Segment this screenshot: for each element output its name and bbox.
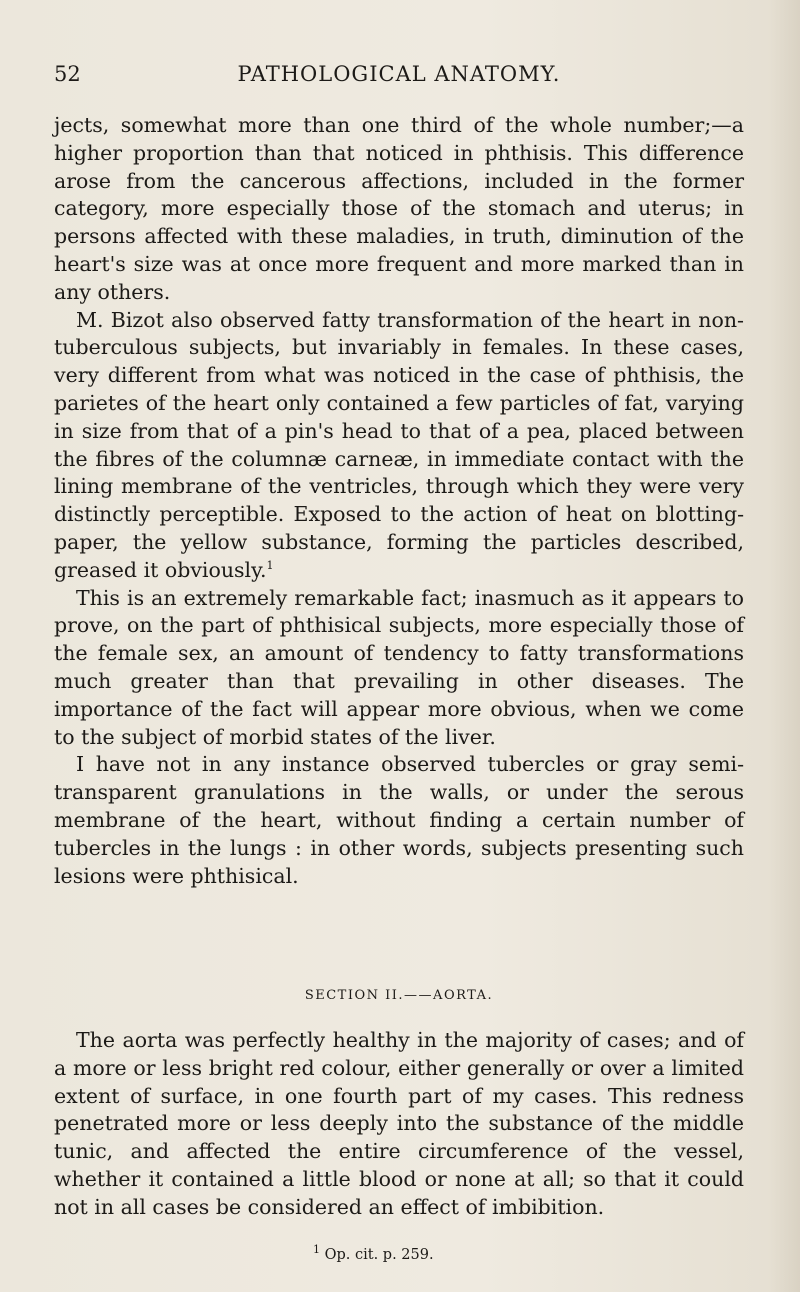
paragraph: M. Bizot also observed fatty transformation of the heart in non-tuberculous subjects, but invariably in females. In these cases, very different from what was noticed in the case of phthisis, the parietes of the heart only contained a few particles of fat, varying in size from that of a pin's head to that of a pea, placed between the fibres of the columnæ carneæ, in immediate contact with the lining membrane of the ventricles, through which they were very distinctly perceptible. Exposed to the action of heat on blotting-paper, the yellow substance, forming the particles described, greased it obviously.$^1$	[54, 307, 744, 582]
section-body	[54, 1027, 744, 1222]
paragraph: I have not in any instance observed tubercles or gray semi-transparent granulations in the walls, or under the serous membrane of the heart, without finding a certain number of tubercles in the lungs : in other words, subjects presenting such lesions were phthisical.	[54, 752, 744, 888]
footnote-reference: 1	[266, 558, 274, 572]
section-heading: SECTION II.——AORTA.	[304, 988, 494, 1003]
running-head: PATHOLOGICAL ANATOMY.	[237, 62, 561, 86]
paragraph: jects, somewhat more than one third of the whole number;—a higher proportion than that noticed in phthisis. This difference arose from the cancerous affections, included in the former category, more especially those of the stomach and uterus; in persons affected with these maladies, in truth, diminution of the heart's size was at once more frequent and more marked than in any others.	[54, 113, 744, 304]
page-number: 52	[54, 62, 81, 86]
footnote-text: Op. cit. p. 259.	[324, 1247, 434, 1263]
paragraph: This is an extremely remarkable fact; inasmuch as it appears to prove, on the part of phthisical subjects, more especially those of the female sex, an amount of tendency to fatty transformations much greater than that prevailing in other diseases. The importance of the fact will appear more obvious, when we come to the subject of morbid states of the liver.	[54, 585, 744, 749]
footnote	[313, 1243, 434, 1263]
footnote-marker: 1	[313, 1243, 320, 1257]
page-header	[54, 62, 744, 94]
paragraph: The aorta was perfectly healthy in the majority of cases; and of a more or less bright red colour, either generally or over a limited extent of surface, in one fourth part of my cases. This redness penetrated more or less deeply into the substance of the middle tunic, and affected the entire circumference of the vessel, whether it contained a little blood or none at all; so that it could not in all cases be considered an effect of imbibition.	[54, 1028, 744, 1219]
body-text	[54, 112, 744, 890]
